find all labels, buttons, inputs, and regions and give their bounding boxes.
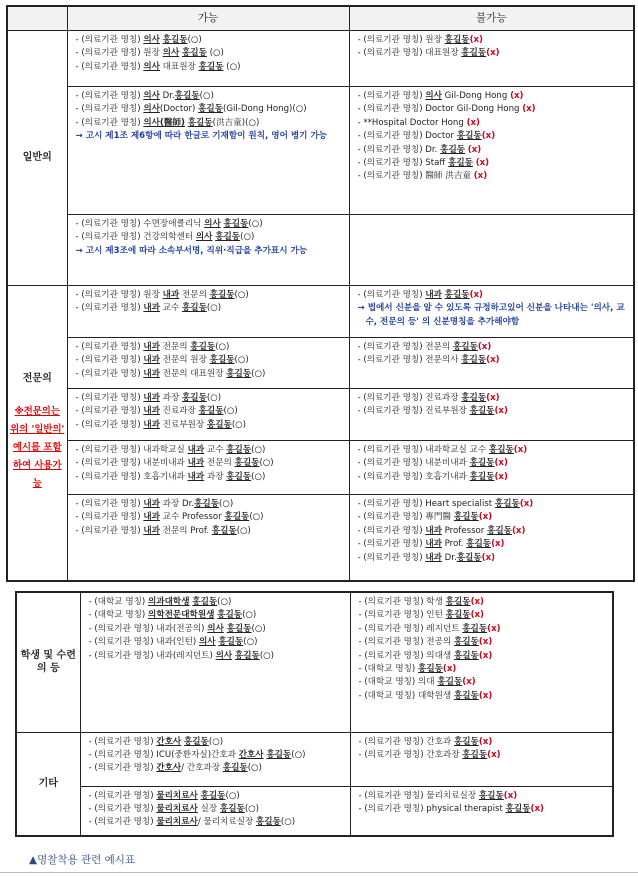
example-line: - (대학교 명칭) 의대 홍길동(x) [358,677,476,688]
example-line: - (의료기관 명칭) 내과학교실 교수 홍길동(x) [357,445,528,455]
impossible-cell [349,389,634,441]
emphasized-term: 홍길동 [222,763,248,774]
possible-cell [80,732,350,786]
category-specialist: 전문의 ※전문의는 위의 '일반의' 예시를 포함하여 사용가능 [7,286,67,581]
example-line: - (의료기관 명칭) 전문의 홍길동(x) [357,342,492,352]
not-allowed-mark: (x) [530,803,544,814]
not-allowed-mark: (x) [462,677,476,688]
example-line: - (의료기관 명칭) 내과 Professor 홍길동(x) [357,525,526,536]
example-line: - (의료기관 명칭) Staff 홍길동 (x) [357,158,490,169]
note-line: → 고시 제3조에 따라 소속부서명, 직위·직급을 추가표시 가능 [75,245,308,256]
emphasized-term: 홍길동 [469,471,495,482]
emphasized-term: 홍길동 [226,471,252,482]
note-line: → 법에서 신분을 알 수 있도록 규정하고있어 신분을 나타내는 '의사, 교수, 전문의 등' 의 신분명칭을 추가해야함 [357,303,625,327]
emphasized-term: 홍길동 [469,406,495,417]
possible-cell [67,495,349,581]
example-line: - (의료기관 명칭) 내과(전공의) 의사 홍길동(○) [88,623,266,634]
emphasized-term: 내과 [143,406,160,417]
example-line: - (의료기관 명칭) 진료부원장 홍길동(x) [357,406,508,417]
emphasized-term: 홍길동 [194,499,219,509]
emphasized-term: 의사 [204,219,221,229]
emphasized-term: 홍길동 [437,677,463,688]
example-line: - (의료기관 명칭) 수면장애클리닉 의사 홍길동(○) [75,219,263,229]
note-line: → 고시 제1조 제6항에 따라 한글로 기재함이 원칙, 영어 병기 가능 [75,131,328,142]
emphasized-term: 내과 [162,290,180,300]
example-line: - (의료기관 명칭) Heart specialist 홍길동(x) [357,499,534,509]
emphasized-term: 홍길동 [445,610,471,621]
emphasized-term: 홍길동 [452,342,478,352]
not-allowed-mark: (x) [513,445,528,455]
example-line: - (의료기관 명칭) 전공의 홍길동(x) [358,637,493,648]
emphasized-term: 홍길동 [182,303,207,314]
emphasized-term: 홍길동 [461,393,487,403]
example-line: - (의료기관 명칭) 내분비내과 홍길동(x) [357,458,508,469]
emphasized-term: 간호사 [156,763,182,774]
example-line: - (의료기관 명칭) 물리치료사 홍길동(○) [88,790,240,801]
example-line: - (의료기관 명칭) 인턴 홍길동(x) [358,610,484,621]
possible-cell [67,389,349,441]
emphasized-term: 홍길동 [445,597,471,607]
possible-header: 가능 [67,6,349,31]
emphasized-term: 홍길동 [453,736,479,747]
emphasized-term: 홍길동 [190,342,216,352]
example-line: - (의료기관 명칭) 대표원장 홍길동(x) [357,48,500,59]
example-line: - (의료기관 명칭) 내과 과장 Dr.홍길동(○) [75,499,234,509]
example-line: - (의료기관 명칭) 내과 Dr.홍길동(x) [357,552,496,563]
possible-cell [67,441,349,495]
possible-cell [80,786,350,836]
possible-cell [67,338,349,389]
emphasized-term: 내과 [425,290,442,300]
example-line: - (의료기관 명칭) 專門醫 홍길동(x) [357,512,493,523]
emphasized-term: 홍길동 [223,219,249,229]
emphasized-term: 홍길동 [218,637,244,648]
impossible-cell [349,31,634,87]
emphasized-term: 홍길동 [453,690,479,701]
emphasized-term: 홍길동 [198,104,224,115]
not-allowed-mark: (x) [481,131,496,142]
emphasized-term: 홍길동 [234,458,260,469]
not-allowed-mark: (x) [486,393,500,403]
emphasized-term: 홍길동 [234,650,260,661]
emphasized-term: 의과대학생 [148,597,190,607]
not-allowed-mark: (x) [487,623,501,634]
specialist-note: ※전문의는 위의 '일반의' 예시를 포함하여 사용가능 [10,406,65,490]
example-line: - (의료기관 명칭) 간호사 홍길동(○) [88,736,224,747]
impossible-cell [349,495,634,581]
example-line: - (의료기관 명칭) Doctor 홍길동(x) [357,131,496,142]
not-allowed-mark: (x) [511,525,526,536]
not-allowed-mark: (x) [503,790,518,801]
emphasized-term: 의사 [207,623,224,634]
emphasized-term: 내과 [425,525,442,536]
emphasized-term: 물리치료사 [156,803,198,814]
example-line: - (의료기관 명칭) 간호과장 홍길동(x) [358,749,501,760]
example-line: - (의료기관 명칭) 醫師 洪吉童 (x) [357,171,488,182]
possible-cell [67,215,349,286]
emphasized-term: 의사 [143,91,160,101]
not-allowed-mark: (x) [467,144,482,155]
emphasized-term: 홍길동 [182,48,207,59]
emphasized-term: 홍길동 [469,458,495,469]
emphasized-term: 내과 [143,525,160,536]
emphasized-term: 홍길동 [462,623,488,634]
emphasized-term: 내과 [143,368,160,379]
emphasized-term: 홍길동 [187,117,213,128]
emphasized-term: 내과 [143,512,160,523]
emphasized-term: 내과 [143,499,160,509]
emphasized-term: 홍길동 [487,525,512,536]
category-student: 학생 및 수련의 등 [16,592,80,732]
emphasized-term: 의사 [143,35,160,45]
emphasized-term: 홍길동 [226,623,252,634]
emphasized-term: 홍길동 [182,393,207,403]
emphasized-term: 내과 [143,419,160,430]
not-allowed-mark: (x) [481,552,496,563]
example-line: - (의료기관 명칭) 내과 교수 Professor 홍길동(○) [75,512,264,523]
emphasized-term: 홍길동 [478,790,504,801]
emphasized-term: 홍길동 [256,817,281,828]
possible-cell [67,87,349,215]
not-allowed-mark: (x) [487,749,501,760]
example-line: - (대학교 명칭) 홍길동(x) [358,664,457,675]
example-line: - (의료기관 명칭) 의사 Gil-Dong Hong (x) [357,91,524,101]
emphasized-term: 의사 [195,232,213,243]
example-line: - (의료기관 명칭) 원장 의사 홍길동 (○) [75,48,224,59]
example-line: - (의료기관 명칭) 내과(레지던트) 의사 홍길동(○) [88,650,275,661]
example-line: - (의료기관 명칭) ICU(중환자실)간호과 간호사 홍길동(○) [88,749,306,760]
example-line: - (의료기관 명칭) 의사 Dr.홍길동(○) [75,91,214,101]
example-line: - (의료기관 명칭) 원장 내과 전문의 홍길동(○) [75,290,249,300]
not-allowed-mark: (x) [473,171,488,182]
name-tag-table-others [15,591,614,837]
example-line: - (의료기관 명칭) 의대생 홍길동(x) [358,650,493,661]
example-line: - (의료기관 명칭) 내과 전문의 Prof. 홍길동(○) [75,525,251,536]
emphasized-term: 홍길동 [266,749,292,760]
emphasized-term: 내과 [425,539,442,550]
example-line: - (의료기관 명칭) 내과 과장 홍길동(○) [75,393,222,403]
emphasized-term: 의사 [143,104,160,115]
not-allowed-mark: (x) [491,539,505,550]
impossible-cell [350,592,613,732]
impossible-cell [349,338,634,389]
not-allowed-mark: (x) [478,736,493,747]
emphasized-term: 의사(醫師) [143,117,185,128]
emphasized-term: 홍길동 [219,803,245,814]
emphasized-term: 홍길동 [444,35,470,45]
emphasized-term: 홍길동 [418,664,443,675]
not-allowed-mark: (x) [494,471,508,482]
caption-divider [0,872,638,873]
emphasized-term: 홍길동 [226,368,252,379]
not-allowed-mark: (x) [470,610,484,621]
impossible-cell [349,215,634,286]
example-line: - (의료기관 명칭) 내과 진료과장 홍길동(○) [75,406,238,417]
emphasized-term: 홍길동 [488,445,514,455]
example-line: - (의료기관 명칭) 내과 전문의 대표원장 홍길동(○) [75,368,266,379]
example-line: - **Hospital Doctor Hong (x) [357,117,480,128]
example-line: - (의료기관 명칭) 간호사/ 간호과장 홍길동(○) [88,763,262,774]
emphasized-term: 홍길동 [456,552,482,563]
example-line: - (의료기관 명칭) 내과 Prof. 홍길동(x) [357,539,505,550]
emphasized-term: 물리치료사 [156,817,198,828]
emphasized-term: 내과 [143,342,160,352]
example-line: - (의료기관 명칭) 레지던트 홍길동(x) [358,623,501,634]
emphasized-term: 홍길동 [226,445,252,455]
example-line: - (의료기관 명칭) 내과 홍길동(x) [357,290,483,300]
example-line: - (의료기관 명칭) 물리치료사 실장 홍길동(○) [88,803,260,814]
not-allowed-mark: (x) [522,104,536,115]
example-line: - (의료기관 명칭) 간호과 홍길동(x) [358,736,493,747]
emphasized-term: 홍길동 [448,158,473,169]
emphasized-term: 홍길동 [192,597,218,607]
emphasized-term: 의사 [143,61,160,72]
not-allowed-mark: (x) [478,512,493,523]
not-allowed-mark: (x) [478,650,493,661]
impossible-cell [350,786,613,836]
not-allowed-mark: (x) [494,406,508,417]
example-line: - (의료기관 명칭) 전문의사 홍길동(x) [357,355,500,366]
possible-cell [80,592,350,732]
not-allowed-mark: (x) [510,91,524,101]
impossible-cell [349,87,634,215]
example-line: - (의료기관 명칭) 내과 진료부원장 홍길동(○) [75,419,247,430]
impossible-cell [349,286,634,338]
not-allowed-mark: (x) [486,48,500,59]
emphasized-term: 홍길동 [209,290,235,300]
example-line: - (의료기관 명칭) 내과 전문의 홍길동(○) [75,342,230,352]
impossible-cell [349,441,634,495]
emphasized-term: 홍길동 [198,61,224,72]
example-line: - (의료기관 명칭) 진료과장 홍길동(x) [357,393,500,403]
not-allowed-mark: (x) [470,597,484,607]
emphasized-term: 홍길동 [183,736,209,747]
not-allowed-mark: (x) [475,158,490,169]
emphasized-term: 홍길동 [200,790,226,801]
name-tag-table-physicians [6,5,635,582]
emphasized-term: 홍길동 [444,290,470,300]
category-general: 일반의 [7,31,67,286]
emphasized-term: 홍길동 [206,419,232,430]
emphasized-term: 홍길동 [453,650,479,661]
emphasized-term: 홍길동 [215,232,241,243]
emphasized-term: 의사 [162,48,180,59]
example-line: - (의료기관 명칭) 물리치료사/ 물리치료실장 홍길동(○) [88,817,296,828]
emphasized-term: 내과 [187,458,205,469]
not-allowed-mark: (x) [478,637,493,648]
example-line: - (의료기관 명칭) 의사(醫師) 홍길동(洪吉童)(○) [75,117,260,128]
emphasized-term: 의사 [215,650,233,661]
example-line: - (의료기관 명칭) 학생 홍길동(x) [358,597,484,607]
example-line: - (의료기관 명칭) 내과 전문의 원장 홍길동(○) [75,355,249,366]
emphasized-term: 홍길동 [440,144,466,155]
emphasized-term: 홍길동 [453,512,479,523]
emphasized-term: 내과 [143,393,160,403]
table-caption: ▲명찰착용 관련 예시표 [29,854,136,866]
category-other: 기타 [16,732,80,836]
example-line: - (의료기관 명칭) 의사 홍길동(○) [75,35,202,45]
not-allowed-mark: (x) [519,499,534,509]
emphasized-term: 홍길동 [461,48,487,59]
emphasized-term: 내과 [187,445,205,455]
emphasized-term: 홍길동 [209,355,235,366]
emphasized-term: 간호사 [156,736,182,747]
not-allowed-mark: (x) [477,342,492,352]
emphasized-term: 홍길동 [162,35,188,45]
emphasized-term: 홍길동 [456,131,482,142]
emphasized-term: 내과 [143,303,160,314]
emphasized-term: 홍길동 [211,525,237,536]
emphasized-term: 홍길동 [453,637,479,648]
emphasized-term: 홍길동 [462,749,488,760]
emphasized-term: 홍길동 [224,512,250,523]
impossible-cell [350,732,613,786]
example-line: - (의료기관 명칭) 호흡기내과 홍길동(x) [357,471,508,482]
emphasized-term: 간호사 [238,749,264,760]
emphasized-term: 홍길동 [466,539,492,550]
example-line: - (의료기관 명칭) Doctor Gil-Dong Hong (x) [357,104,536,115]
emphasized-term: 홍길동 [198,406,224,417]
not-allowed-mark: (x) [469,290,483,300]
emphasized-term: 의학전문대학원생 [148,610,215,621]
emphasized-term: 홍길동 [217,610,243,621]
example-line: - (의료기관 명칭) 내분비내과 내과 전문의 홍길동(○) [75,458,274,469]
emphasized-term: 내과 [187,471,205,482]
emphasized-term: 홍길동 [494,499,520,509]
emphasized-term: 물리치료사 [156,790,198,801]
example-line: - (의료기관 명칭) 내과(인턴) 의사 홍길동(○) [88,637,258,648]
example-line: - (의료기관 명칭) 원장 홍길동(x) [357,35,483,45]
emphasized-term: 의사 [198,637,216,648]
not-allowed-mark: (x) [469,35,483,45]
emphasized-term: 홍길동 [174,91,200,101]
example-line: - (의료기관 명칭) 호흡기내과 내과 과장 홍길동(○) [75,471,266,482]
example-line: - (의료기관 명칭) 내과학교실 내과 교수 홍길동(○) [75,445,266,455]
example-line: - (대학교 명칭) 대학원생 홍길동(x) [358,690,493,701]
not-allowed-mark: (x) [442,664,457,675]
impossible-header: 불가능 [349,6,634,31]
not-allowed-mark: (x) [466,117,480,128]
example-line: - (의료기관 명칭) physical therapist 홍길동(x) [358,803,544,814]
example-line: - (대학교 명칭) 의학전문대학원생 홍길동(○) [88,610,257,621]
emphasized-term: 내과 [143,355,160,366]
example-line: - (의료기관 명칭) Dr. 홍길동 (x) [357,144,482,155]
example-line: - (의료기관 명칭) 의사 대표원장 홍길동 (○) [75,61,241,72]
example-line: - (의료기관 명칭) 의사(Doctor) 홍길동(Gil-Dong Hong)(○) [75,104,307,115]
example-line: - (대학교 명칭) 의과대학생 홍길동(○) [88,597,232,607]
not-allowed-mark: (x) [478,690,493,701]
example-line: - (의료기관 명칭) 물리치료실장 홍길동(x) [358,790,518,801]
not-allowed-mark: (x) [494,458,508,469]
example-line: - (의료기관 명칭) 내과 교수 홍길동(○) [75,303,222,314]
corner-header [7,6,67,31]
example-line: - (의료기관 명칭) 건강의학센터 의사 홍길동(○) [75,232,255,243]
emphasized-term: 의사 [425,91,442,101]
possible-cell [67,286,349,338]
emphasized-term: 홍길동 [505,803,531,814]
possible-cell [67,31,349,87]
not-allowed-mark: (x) [486,355,500,366]
emphasized-term: 홍길동 [461,355,487,366]
emphasized-term: 내과 [425,552,442,563]
